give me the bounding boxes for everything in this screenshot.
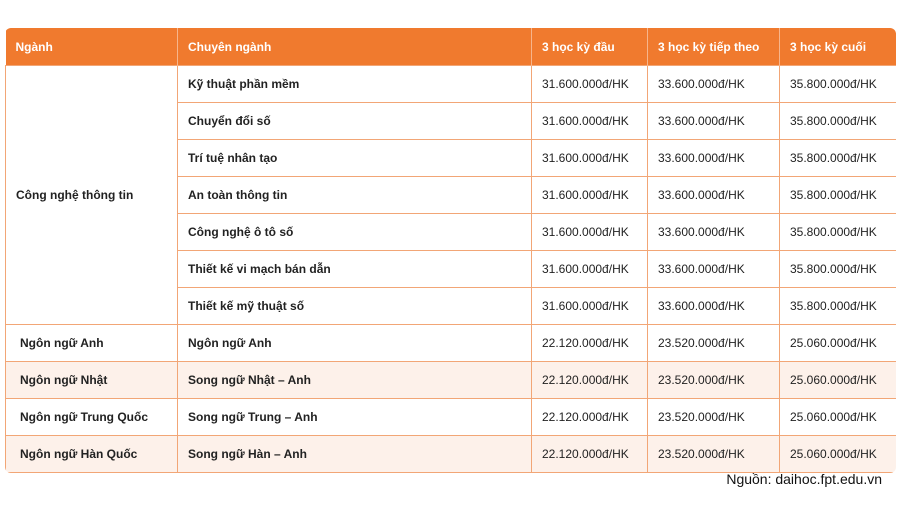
header-last-3-semesters: 3 học kỳ cuối: [780, 28, 897, 66]
fee-cell: 25.060.000đ/HK: [780, 399, 897, 436]
tuition-table: [5, 28, 896, 473]
fee-cell: 23.520.000đ/HK: [648, 325, 780, 362]
fee-cell: 33.600.000đ/HK: [648, 177, 780, 214]
specialization-cell: Song ngữ Nhật – Anh: [178, 362, 532, 399]
fee-cell: 31.600.000đ/HK: [532, 214, 648, 251]
fee-cell: 35.800.000đ/HK: [780, 177, 897, 214]
specialization-cell: Công nghệ ô tô số: [178, 214, 532, 251]
fee-cell: 23.520.000đ/HK: [648, 436, 780, 473]
specialization-cell: Kỹ thuật phần mềm: [178, 66, 532, 103]
specialization-cell: Song ngữ Hàn – Anh: [178, 436, 532, 473]
fee-cell: 22.120.000đ/HK: [532, 399, 648, 436]
fee-cell: 33.600.000đ/HK: [648, 251, 780, 288]
specialization-cell: An toàn thông tin: [178, 177, 532, 214]
fee-cell: 25.060.000đ/HK: [780, 325, 897, 362]
fee-cell: 31.600.000đ/HK: [532, 66, 648, 103]
specialization-cell: Thiết kế mỹ thuật số: [178, 288, 532, 325]
table-row: [6, 325, 897, 362]
table-row: [6, 66, 897, 103]
fee-cell: 22.120.000đ/HK: [532, 325, 648, 362]
table-header-row: [6, 28, 897, 66]
fee-cell: 35.800.000đ/HK: [780, 140, 897, 177]
fee-cell: 31.600.000đ/HK: [532, 288, 648, 325]
fee-cell: 31.600.000đ/HK: [532, 103, 648, 140]
fee-cell: 33.600.000đ/HK: [648, 140, 780, 177]
fee-cell: 33.600.000đ/HK: [648, 214, 780, 251]
fee-cell: 35.800.000đ/HK: [780, 288, 897, 325]
fee-cell: 33.600.000đ/HK: [648, 66, 780, 103]
specialization-cell: Thiết kế vi mạch bán dẫn: [178, 251, 532, 288]
fee-cell: 35.800.000đ/HK: [780, 103, 897, 140]
fee-cell: 23.520.000đ/HK: [648, 399, 780, 436]
source-caption: Nguồn: daihoc.fpt.edu.vn: [726, 471, 882, 487]
header-next-3-semesters: 3 học kỳ tiếp theo: [648, 28, 780, 66]
specialization-cell: Chuyển đổi số: [178, 103, 532, 140]
fee-cell: 33.600.000đ/HK: [648, 103, 780, 140]
fee-cell: 25.060.000đ/HK: [780, 436, 897, 473]
fee-cell: 35.800.000đ/HK: [780, 251, 897, 288]
fee-cell: 33.600.000đ/HK: [648, 288, 780, 325]
fee-cell: 25.060.000đ/HK: [780, 362, 897, 399]
major-cell: Công nghệ thông tin: [6, 66, 178, 325]
major-cell: Ngôn ngữ Nhật: [6, 362, 178, 399]
major-cell: Ngôn ngữ Trung Quốc: [6, 399, 178, 436]
fee-cell: 31.600.000đ/HK: [532, 140, 648, 177]
header-specialization: Chuyên ngành: [178, 28, 532, 66]
fee-cell: 31.600.000đ/HK: [532, 177, 648, 214]
major-cell: Ngôn ngữ Hàn Quốc: [6, 436, 178, 473]
fee-cell: 22.120.000đ/HK: [532, 362, 648, 399]
header-major: Ngành: [6, 28, 178, 66]
fee-cell: 35.800.000đ/HK: [780, 214, 897, 251]
specialization-cell: Ngôn ngữ Anh: [178, 325, 532, 362]
specialization-cell: Song ngữ Trung – Anh: [178, 399, 532, 436]
fee-cell: 31.600.000đ/HK: [532, 251, 648, 288]
table-row: [6, 436, 897, 473]
tuition-table-card: [5, 28, 896, 473]
header-first-3-semesters: 3 học kỳ đầu: [532, 28, 648, 66]
fee-cell: 35.800.000đ/HK: [780, 66, 897, 103]
fee-cell: 23.520.000đ/HK: [648, 362, 780, 399]
specialization-cell: Trí tuệ nhân tạo: [178, 140, 532, 177]
table-row: [6, 362, 897, 399]
fee-cell: 22.120.000đ/HK: [532, 436, 648, 473]
major-cell: Ngôn ngữ Anh: [6, 325, 178, 362]
table-row: [6, 399, 897, 436]
